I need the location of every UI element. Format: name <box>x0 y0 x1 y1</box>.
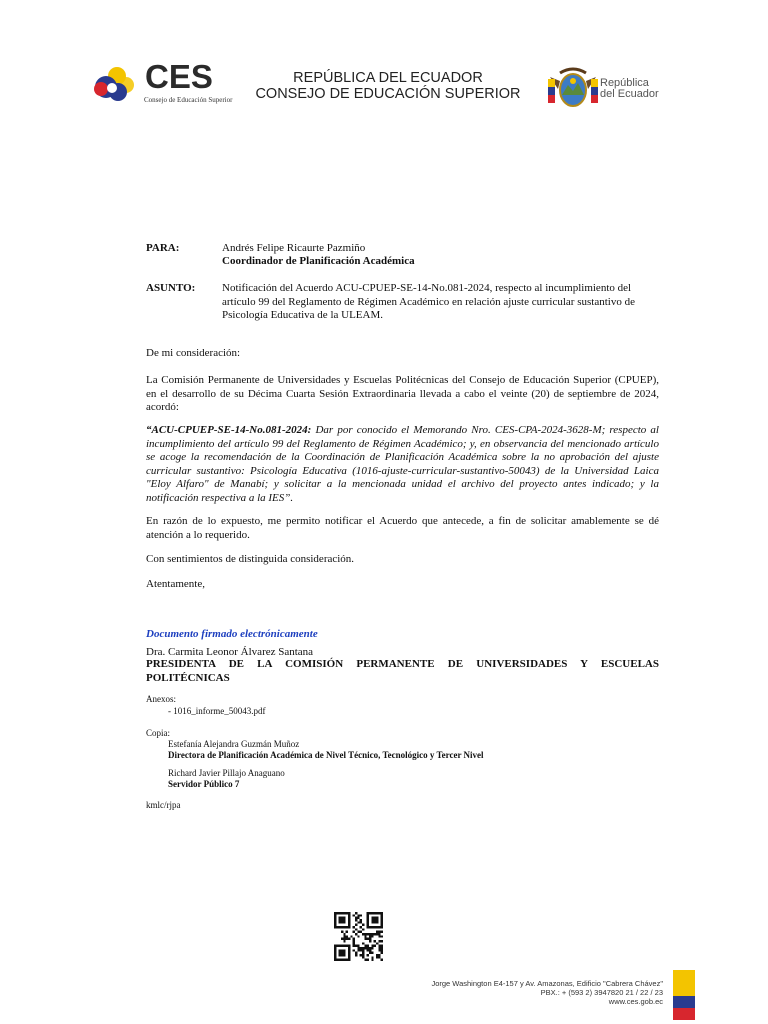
resolution-code: “ACU-CPUEP-SE-14-No.081-2024: <box>146 424 312 436</box>
closing-atentamente: Atentamente, <box>146 578 205 590</box>
footer-website[interactable]: www.ces.gob.ec <box>608 997 663 1006</box>
ces-logo-emblem-icon <box>88 64 146 106</box>
greeting: De mi consideración: <box>146 347 241 359</box>
header-title-line2: CONSEJO DE EDUCACIÓN SUPERIOR <box>255 86 521 102</box>
paragraph-request: En razón de lo expuesto, me permito notificar el Acuerdo que antecede, a fin de solicitar amablemente se dé atención a lo requerido. <box>146 515 659 541</box>
para-name: Andrés Felipe Ricaurte Pazmiño <box>222 242 366 254</box>
copy2-title: Servidor Público 7 <box>168 779 240 789</box>
ecuador-flag-bar-icon <box>673 970 695 1020</box>
header-title-line1: REPÚBLICA DEL ECUADOR <box>293 70 483 86</box>
footer-phone: PBX.: + (593 2) 3947820 21 / 22 / 23 <box>540 988 663 997</box>
ces-logo <box>88 58 238 110</box>
republic-label-line2: del Ecuador <box>600 88 659 100</box>
logo-text: CES <box>145 58 213 95</box>
republic-label <box>600 78 659 100</box>
republic-label-line1: República <box>600 77 649 89</box>
para-title: Coordinador de Planificación Académica <box>222 255 415 267</box>
closing-regards: Con sentimientos de distinguida consideración. <box>146 553 355 565</box>
qr-code-icon <box>334 912 383 961</box>
signer-name: Dra. Carmita Leonor Álvarez Santana <box>146 646 314 658</box>
resolution-paragraph <box>146 424 659 505</box>
asunto-text: Notificación del Acuerdo ACU-CPUEP-SE-14-No.081-2024, respecto al incumplimiento del artículo 99 del Reglamento de Régimen Académico en relación ajuste curricular sustantivo de Psicología Educativa de la ULEAM. <box>222 282 635 321</box>
paragraph-intro: La Comisión Permanente de Universidades y Escuelas Politécnicas del Consejo de Educación Superior (CPUEP), en el desarrollo de su Décima Cuarta Sesión Extraordinaria llevada a cabo el veinte (20) de septiembre de 2024, acordó: <box>146 374 659 413</box>
copy1-title: Directora de Planificación Académica de Nivel Técnico, Tecnológico y Tercer Nivel <box>168 750 484 760</box>
signer-title: PRESIDENTA DE LA COMISIÓN PERMANENTE DE UNIVERSIDADES Y ESCUELAS POLITÉCNICAS <box>146 658 659 684</box>
resolution-text: Dar por conocido el Memorando Nro. CES-CPA-2024-3628-M; respecto al incumplimiento del artículo 99 del Reglamento de Régimen Académico; y, en observancia del mencionado artículo se acoge la recomendación de la Coordinación de Planificación Académica sobre la no aprobación del ajuste curricular sustantivo: Psicología Educativa (1016-ajuste-curricular-sustantivo-50043) de la Universidad Laica "Eloy Alfaro" de Manabí; y solicitar a la mencionada unidad el archivo del proyecto antes indicado; y la notificación respectiva a la IES”. <box>146 424 659 504</box>
copy1-name: Estefanía Alejandra Guzmán Muñoz <box>168 739 300 749</box>
annex-item: - 1016_informe_50043.pdf <box>168 706 266 716</box>
annex-label: Anexos: <box>146 694 176 704</box>
footer-address: Jorge Washington E4-157 y Av. Amazonas, Edificio "Cabrera Chávez" <box>431 979 663 988</box>
coat-of-arms-icon <box>546 63 600 109</box>
logo-subtitle: Consejo de Educación Superior <box>144 96 233 104</box>
signature-note: Documento firmado electrónicamente <box>146 628 318 640</box>
para-label: PARA: <box>146 242 180 254</box>
footer-contact <box>431 979 663 1006</box>
copy2-name: Richard Javier Pillajo Anaguano <box>168 768 285 778</box>
initials: kmlc/rjpa <box>146 800 181 810</box>
header-title <box>252 70 524 102</box>
asunto-label: ASUNTO: <box>146 282 196 294</box>
copy-label: Copia: <box>146 728 170 738</box>
